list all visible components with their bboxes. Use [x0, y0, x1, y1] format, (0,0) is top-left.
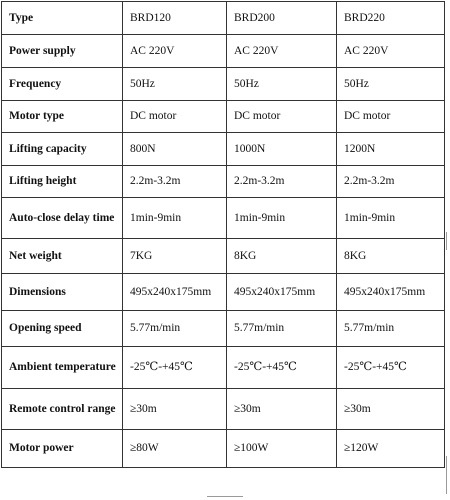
- cell-brd120: ≥80W: [123, 430, 227, 468]
- table-row: [2, 311, 445, 347]
- cell-brd200: DC motor: [227, 101, 337, 133]
- cell-brd120: AC 220V: [123, 35, 227, 68]
- cell-brd220: ≥30m: [337, 389, 445, 430]
- cell-brd220: 2.2m-3.2m: [337, 166, 445, 198]
- table-row: [2, 2, 445, 35]
- cell-brd200: AC 220V: [227, 35, 337, 68]
- cell-brd220: 5.77m/min: [337, 311, 445, 347]
- row-label: Motor power: [2, 430, 123, 468]
- cell-brd200: ≥30m: [227, 389, 337, 430]
- table-row: [2, 389, 445, 430]
- table-row: [2, 430, 445, 468]
- cell-brd200: ≥100W: [227, 430, 337, 468]
- cell-brd200: 2.2m-3.2m: [227, 166, 337, 198]
- cell-brd120: 50Hz: [123, 68, 227, 101]
- table-row: [2, 166, 445, 198]
- row-label: Net weight: [2, 239, 123, 274]
- cell-brd220: DC motor: [337, 101, 445, 133]
- page-edge-mark: [446, 232, 447, 250]
- cell-brd120: DC motor: [123, 101, 227, 133]
- page-edge-mark: [446, 456, 447, 494]
- page-bottom-mark: [207, 496, 243, 497]
- row-label: Remote control range: [2, 389, 123, 430]
- row-label: Motor type: [2, 101, 123, 133]
- cell-brd220: 50Hz: [337, 68, 445, 101]
- cell-brd120: BRD120: [123, 2, 227, 35]
- cell-brd220: BRD220: [337, 2, 445, 35]
- cell-brd220: 8KG: [337, 239, 445, 274]
- cell-brd200: 1000N: [227, 133, 337, 166]
- table-row: [2, 347, 445, 389]
- cell-brd220: ≥120W: [337, 430, 445, 468]
- cell-brd200: 5.77m/min: [227, 311, 337, 347]
- table-row: [2, 101, 445, 133]
- row-label: Opening speed: [2, 311, 123, 347]
- row-label: Dimensions: [2, 274, 123, 311]
- cell-brd200: 495x240x175mm: [227, 274, 337, 311]
- cell-brd200: BRD200: [227, 2, 337, 35]
- cell-brd120: 2.2m-3.2m: [123, 166, 227, 198]
- table-row: [2, 68, 445, 101]
- row-label: Ambient temperature: [2, 347, 123, 389]
- cell-brd220: 1200N: [337, 133, 445, 166]
- row-label: Lifting height: [2, 166, 123, 198]
- row-label: Lifting capacity: [2, 133, 123, 166]
- table-row: [2, 198, 445, 239]
- table-row: [2, 35, 445, 68]
- cell-brd220: -25℃-+45℃: [337, 347, 445, 389]
- cell-brd120: 5.77m/min: [123, 311, 227, 347]
- table-row: [2, 239, 445, 274]
- row-label: Power supply: [2, 35, 123, 68]
- cell-brd200: 1min-9min: [227, 198, 337, 239]
- cell-brd120: 800N: [123, 133, 227, 166]
- cell-brd200: 50Hz: [227, 68, 337, 101]
- cell-brd220: 495x240x175mm: [337, 274, 445, 311]
- cell-brd120: 7KG: [123, 239, 227, 274]
- row-label: Auto-close delay time: [2, 198, 123, 239]
- row-label: Frequency: [2, 68, 123, 101]
- cell-brd220: AC 220V: [337, 35, 445, 68]
- cell-brd120: ≥30m: [123, 389, 227, 430]
- cell-brd220: 1min-9min: [337, 198, 445, 239]
- cell-brd120: 1min-9min: [123, 198, 227, 239]
- cell-brd200: 8KG: [227, 239, 337, 274]
- cell-brd200: -25℃-+45℃: [227, 347, 337, 389]
- table-row: [2, 274, 445, 311]
- cell-brd120: -25℃-+45℃: [123, 347, 227, 389]
- row-label: Type: [2, 2, 123, 35]
- table-row: [2, 133, 445, 166]
- specification-table: [1, 1, 445, 468]
- cell-brd120: 495x240x175mm: [123, 274, 227, 311]
